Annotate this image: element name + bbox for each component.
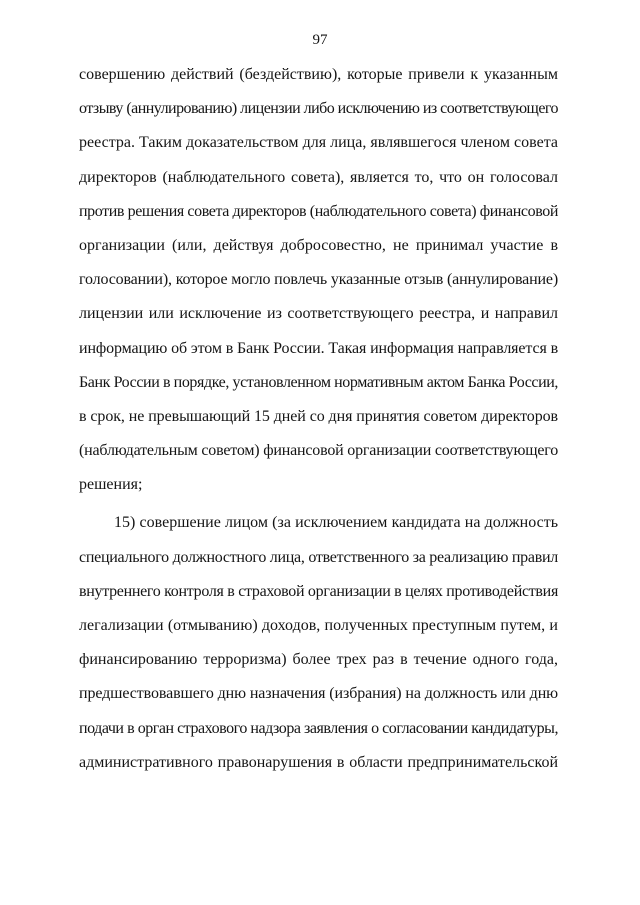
text-line: совершению действий (бездействию), которые привели к указанным bbox=[79, 66, 558, 83]
text-line: в срок, не превышающий 15 дней со дня принятия советом директоров bbox=[79, 407, 559, 425]
paragraph-1 bbox=[79, 66, 558, 510]
text-line: внутреннего контроля в страховой организации в целях противодействия bbox=[79, 582, 558, 600]
text-line: административного правонарушения в области предпринимательской bbox=[79, 753, 558, 771]
text-line: голосовании), которое могло повлечь указанные отзыв (аннулирование) bbox=[79, 271, 558, 289]
text-line: лицензии или исключение из соответствующего реестра, и направил bbox=[79, 305, 558, 323]
text-line: директоров (наблюдательного совета), является то, что он голосовал bbox=[79, 168, 558, 186]
text-line: 15) совершение лицом (за исключением кандидата на должность bbox=[114, 514, 558, 532]
text-line: реестра. Таким доказательством для лица, являвшегося членом совета bbox=[79, 134, 558, 152]
text-line: специального должностного лица, ответственного за реализацию правил bbox=[79, 548, 558, 566]
text-line: решения; bbox=[79, 476, 143, 494]
text-line: Банк России в порядке, установленном нормативным актом Банка России, bbox=[79, 373, 558, 391]
text-line: отзыву (аннулированию) лицензии либо исключению из соответствующего bbox=[79, 100, 559, 118]
text-line: подачи в орган страхового надзора заявления о согласовании кандидатуры, bbox=[79, 719, 559, 737]
page-number: 97 bbox=[312, 32, 328, 48]
text-line: организации (или, действуя добросовестно, не принимал участие в bbox=[79, 236, 558, 254]
text-line: легализации (отмыванию) доходов, полученных преступным путем, и bbox=[79, 617, 558, 634]
text-line: информацию об этом в Банк России. Такая информация направляется в bbox=[79, 339, 559, 357]
text-line: финансированию терроризма) более трех раз в течение одного года, bbox=[79, 651, 558, 669]
text-line: предшествовавшего дню назначения (избрания) на должность или дню bbox=[79, 685, 558, 703]
document-body bbox=[79, 66, 558, 788]
text-line: (наблюдательным советом) финансовой организации соответствующего bbox=[79, 442, 558, 460]
text-line: против решения совета директоров (наблюдательного совета) финансовой bbox=[79, 202, 558, 220]
paragraph-2 bbox=[79, 514, 558, 788]
